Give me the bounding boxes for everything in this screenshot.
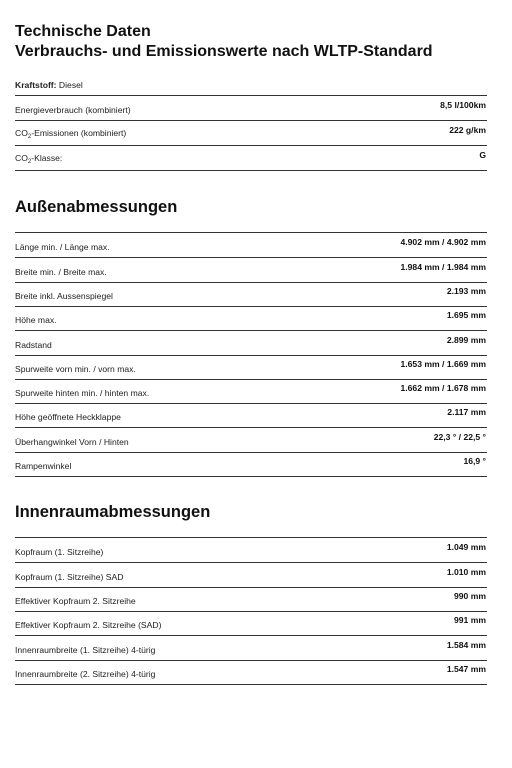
spec-value: 8,5 l/100km [440,100,486,110]
fuel-label: Kraftstoff: [15,80,57,90]
spec-label: Breite min. / Breite max. [15,267,107,277]
spec-row [15,258,487,283]
spec-row [15,379,487,404]
spec-value: G [479,150,486,160]
spec-row [15,403,487,428]
spec-value: 1.049 mm [446,542,486,552]
fuel-value: Diesel [58,80,83,90]
spec-label: Rampenwinkel [15,461,72,471]
spec-value: 1.653 mm / 1.669 mm [400,359,486,369]
spec-label: Länge min. / Länge max. [15,242,110,252]
spec-label: Kopfraum (1. Sitzreihe) [15,547,104,557]
spec-row-co2-class [15,146,487,171]
spec-value: 1.662 mm / 1.678 mm [400,383,486,393]
spec-row [15,233,487,258]
co2-subscript: 2 [27,159,32,165]
spec-value: 1.010 mm [446,567,486,577]
spec-label: Spurweite hinten min. / hinten max. [15,388,150,398]
spec-value: 2.193 mm [446,286,486,296]
spec-row [15,636,487,661]
co2-prefix: CO [15,153,28,163]
co2-subscript: 2 [27,134,32,140]
spec-label: Innenraumbreite (1. Sitzreihe) 4-türig [15,645,156,655]
co2-suffix: -Klasse: [31,153,63,163]
spec-label: Überhangwinkel Vorn / Hinten [15,437,129,447]
co2-suffix: -Emissionen (kombiniert) [31,128,127,138]
spec-row [15,306,487,331]
spec-row [15,331,487,356]
spec-label: Höhe max. [15,315,57,325]
spec-value: 990 mm [453,591,486,601]
spec-value: 2.117 mm [447,407,486,417]
spec-label: Breite inkl. Aussenspiegel [15,291,113,301]
spec-value: 1.695 mm [446,310,486,320]
spec-label: Effektiver Kopfraum 2. Sitzreihe (SAD) [15,620,162,630]
spec-value: 222 g/km [449,125,486,135]
spec-row [15,660,487,685]
section-heading-exterior: Außenabmessungen [15,198,178,216]
spec-value: 1.984 mm / 1.984 mm [400,262,486,272]
spec-row-co2-emissions [15,121,487,146]
fuel-row [15,71,487,96]
spec-row [15,355,487,380]
spec-row [15,538,487,563]
spec-value: 4.902 mm / 4.902 mm [400,237,486,247]
spec-label: Kopfraum (1. Sitzreihe) SAD [15,572,124,582]
spec-label: Spurweite vorn min. / vorn max. [15,364,136,374]
spec-row [15,611,487,636]
spec-value: 16,9 ° [463,456,486,466]
spec-label [15,128,126,140]
page-title: Technische Daten [15,23,151,40]
spec-value: 991 mm [453,615,486,625]
spec-row [15,587,487,612]
spec-value: 1.584 mm [446,640,486,650]
spec-value: 2.899 mm [446,335,486,345]
spec-label: Innenraumbreite (2. Sitzreihe) 4-türig [15,669,156,679]
spec-row-energy [15,96,487,121]
spec-label: Effektiver Kopfraum 2. Sitzreihe [15,596,136,606]
spec-row [15,563,487,588]
spec-value: 1.547 mm [446,664,486,674]
spec-value: 22,3 ° / 22,5 ° [433,432,486,442]
spec-row [15,282,487,307]
spec-label: Höhe geöffnete Heckklappe [15,412,121,422]
fuel-label-group [15,80,83,90]
spec-label: Energieverbrauch (kombiniert) [15,105,131,115]
spec-label: Radstand [15,340,52,350]
page-subtitle: Verbrauchs- und Emissionswerte nach WLTP-Standard [15,43,433,60]
section-heading-interior: Innenraumabmessungen [15,503,211,521]
spec-label [15,153,62,165]
spec-row [15,428,487,453]
spec-row [15,452,487,477]
co2-prefix: CO [15,128,28,138]
